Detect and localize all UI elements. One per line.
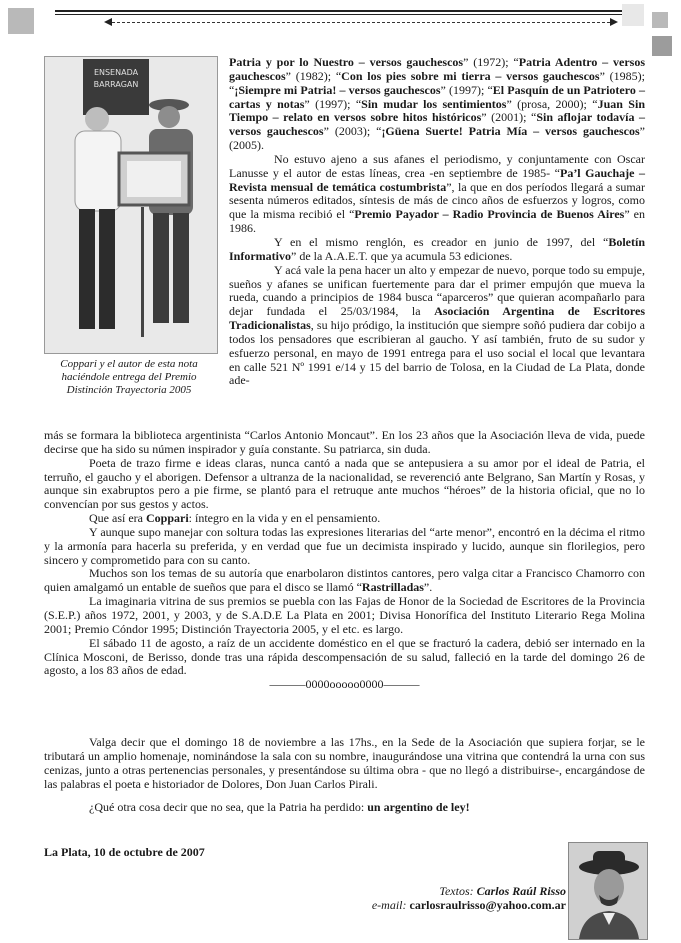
works-list: Patria y por lo Nuestro – versos gauchescos” (1972); “Patria Adentro – versos gauchescos” (1982); “Con los pies sobre mi tierra – versos gauchescos” (1985); “¡Siempre mi Patria! – versos gauchescos” (1997); “El Pasquín de un Patriotero – cartas y notas” (1997); “Sin mudar los sentimientos” (prosa, 2000); “Juan Sin Tiempo – relato en versos sobre hitos históricos” (2001); “Sin aflojar todavía – versos gauchescos” (2003); “¡Güena Suerte! Patria Mía – versos gauchescos” (2005). [229,55,646,153]
paragraph-decima: Y aunque supo manejar con soltura todas las expresiones literarias del “arte menor”, encontró en la décima el ritmo y la armonía para hacerla su preferida, y en verdad que fue un decimista inspirado y lucido, aunque sin florilegios, pero sincero y comprometido para con su canto. [44,524,645,567]
author-email[interactable]: carlosraulrisso@yahoo.com.ar [409,898,566,912]
column-text [229,56,645,388]
paragraph-cierre: ¿Qué otra cosa decir que no sea, que la Patria ha perdido: un argentino de ley! [89,800,470,815]
paragraph-asociacion-cont: más se formara la biblioteca argentinista “Carlos Antonio Moncaut”. En los 23 años que la Asociación lleva de vida, puede decirse que ha sido su númen inspirador y guía constante. Su patriarca, sin duda. [44,428,645,456]
email-label: e-mail: [371,898,407,912]
award-photo [44,56,218,354]
body-text-homenaje [44,736,645,815]
arrow-left-icon [104,18,112,26]
corner-square-right-light [622,4,644,26]
arrow-right-icon [610,18,618,26]
paragraph-periodismo: No estuvo ajeno a sus afanes el periodismo, y conjuntamente con Oscar Lanusse y el autor de estas líneas, crea -en septiembre de 1985- “Pa’l Gauchaje – Revista mensual de temática costumbrista”, la que en dos períodos llegará a sumar sesenta números editados, síntesis de más de cinco años de esfuerzos y logros, como que la misma recibió el “Premio Payador – Radio Provincia de Buenos Aires” en 1986. [229,151,646,236]
corner-square-right-lower [652,36,672,56]
textos-label: Textos: [439,884,474,898]
banner-line2: BARRAGAN [93,80,139,89]
photo-caption: Coppari y el autor de esta nota haciéndole entrega del Premio Distinción Trayectoria 2005 [60,358,198,396]
paragraph-poeta: Poeta de trazo firme e ideas claras, nunca cantó a nada que se antepusiera a su amor por el ideal de Patria, el terruño, el gaucho y el aborigen. Defensor a ultranza de la nacionalidad, se reverenció ante Belgrano, San Martín y Rosas, y aunque sin exabruptos pero a pie firme, se plantó para el retruque ante muchos “héroes” de la historia oficial, que no lo convencían por sus gestos y actos. [44,455,645,512]
document-date: La Plata, 10 de octubre de 2007 [44,845,205,859]
paragraph-premios: La imaginaria vitrina de sus premios se puebla con las Fajas de Honor de la Sociedad de Escritores de la Provincia (S.E.P.) años 1972, 2001, y 2003, y de S.A.D.E La Plata en 2001; Divisa Honorífica del Instituto Literario Rega Molina 2001; Premio Cóndor 1995; Distinción Trayectoria 2005, y el etc. es largo. [44,594,645,636]
paragraph-boletin: Y en el mismo renglón, es creador en junio de 1997, del “Boletín Informativo” de la A.A.E.T. que ya acumula 53 ediciones. [229,234,645,263]
body-text-full [44,429,645,692]
header-dashed-arrow [112,22,610,23]
author-photo [568,842,648,940]
author-name: Carlos Raúl Risso [476,884,566,898]
section-separator: ———0000ooooo0000——— [269,677,420,692]
header-rule [55,10,625,12]
paragraph-cantores: Muchos son los temas de su autoría que enarbolaron distintos cantores, pero valga citar a Francisco Chamorro con quien amalgamó un entable de sueños que para el disco se llamó “Rastrilladas”. [44,566,645,595]
header-rule-thin [55,14,625,15]
paragraph-fallecimiento: El sábado 11 de agosto, a raíz de un accidente doméstico en el que se fracturó la cadera, debió ser internado en la Clínica Mosconi, de Berisso, donde tras una rápida descompensación de su salud, falleció en la tarde del domingo 26 de agosto, a los 83 años de edad. [44,635,645,678]
author-signature [372,884,566,912]
paragraph-asociacion: Y acá vale la pena hacer un alto y empezar de nuevo, porque todo su empuje, sueños y afanes se unifican fuertemente para dar el primer empujón que mueva la rueda, cuando a principios de 1984 busca “aparceros” que quieran acompañarlo para dejar fundada el 25/03/1984, la Asociación Argentina de Escritores Tradicionalistas, su hijo pródigo, la institución que siempre soñó pudiera dar cobijo a todos los pensadores que escribieran al gaucho. Y así también, fruto de su sudor y esfuerzo personal, en mayo de 1991 entrega para el uso social el local que levantara en calle 521 Nº 1991 e/14 y 15 del barrio de Tolosa, en la Ciudad de La Plata, donde ade- [229,262,645,388]
author-photo-illustration [569,843,647,939]
banner-line1: ENSENADA [93,68,139,77]
corner-square-left [8,8,34,34]
award-photo-illustration [45,57,217,353]
corner-square-right [652,12,668,28]
paragraph-integro: Que así era Coppari: íntegro en la vida y en el pensamiento. [89,511,381,526]
paragraph-homenaje: Valga decir que el domingo 18 de noviembre a las 17hs., en la Sede de la Asociación que supiera forjar, se le tributará un amplio homenaje, nominándose la sala con su nombre, inaugurándose una vitrina que contendrá la urna con sus cenizas, junto a otras pertenencias personales, y presentándose su última obra - que no llegó a distribuirse-, encargándose de las palabras el poeta e historiador de Dolores, Don Juan Carlos Pirali. [44,735,645,791]
